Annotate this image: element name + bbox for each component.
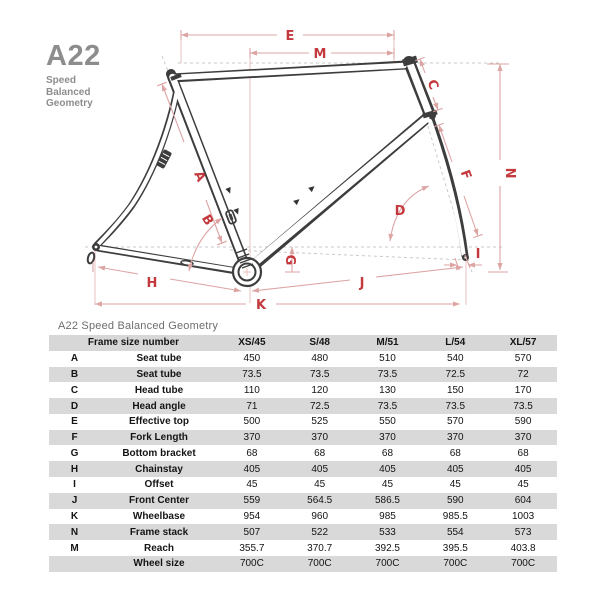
row-key: B (70, 368, 79, 380)
bike-frame-inner (99, 65, 464, 272)
row-name: Wheelbase (132, 510, 186, 522)
dim-label-b: B (198, 212, 217, 229)
down-tube-arrows (293, 184, 316, 205)
row-value: 45 (246, 479, 258, 491)
row-value: 110 (243, 384, 260, 396)
row-name: Fork Length (130, 432, 188, 444)
col-size-xl57: XL/57 (509, 337, 537, 349)
row-name: Head tube (134, 384, 184, 396)
row-value: 130 (379, 384, 396, 396)
seat-stay (97, 90, 177, 245)
row-value: 533 (379, 526, 396, 538)
row-value: 405 (311, 463, 329, 475)
row-value: 370 (243, 432, 261, 444)
row-name: Effective top (128, 416, 189, 428)
row-value: 522 (311, 526, 329, 538)
dim-label-f: F (456, 168, 474, 182)
row-value: 45 (314, 479, 326, 491)
row-key: H (70, 463, 79, 475)
row-value: 71 (246, 400, 258, 412)
row-value: 540 (446, 353, 464, 365)
table-row (49, 382, 557, 398)
row-key: F (71, 432, 78, 444)
row-value: 525 (311, 416, 329, 428)
row-value: 45 (517, 479, 529, 491)
row-value: 120 (311, 384, 329, 396)
dim-effective-top (181, 29, 394, 44)
geometry-table-body (49, 351, 557, 572)
table-row (49, 540, 557, 556)
dim-frame-stack (487, 64, 517, 272)
col-size-m51: M/51 (376, 337, 399, 349)
row-value: 570 (446, 416, 464, 428)
row-value: 370 (514, 432, 532, 444)
row-value: 68 (246, 447, 258, 459)
row-value: 507 (243, 526, 261, 538)
row-value: 480 (311, 353, 329, 365)
row-value: 960 (311, 510, 329, 522)
row-value: 405 (446, 463, 464, 475)
dim-label-j: J (359, 276, 365, 291)
row-value: 73.5 (377, 400, 398, 412)
row-value: 68 (381, 447, 394, 459)
row-value: 700C (307, 558, 332, 570)
table-title: A22 Speed Balanced Geometry (58, 320, 219, 332)
row-value: 700C (375, 558, 400, 570)
table-row (49, 556, 557, 572)
table-row (49, 524, 557, 540)
row-key: G (70, 447, 79, 459)
row-name: Bottom bracket (122, 447, 196, 459)
row-value: 355.7 (239, 542, 265, 554)
row-key: I (73, 479, 76, 491)
dim-label-e: E (285, 29, 295, 44)
row-value: 590 (514, 416, 532, 428)
tagline-line-1: Speed (46, 75, 77, 86)
row-value: 395.5 (442, 542, 468, 554)
row-value: 1003 (511, 510, 535, 522)
dim-label-a: A (190, 168, 209, 185)
col-frame-size-number: Frame size number (87, 337, 180, 349)
row-value: 554 (446, 526, 464, 538)
col-size-l54: L/54 (445, 337, 466, 349)
dim-head-angle (387, 184, 430, 242)
row-value: 370.7 (307, 542, 333, 554)
row-value: 954 (243, 510, 261, 522)
row-value: 392.5 (374, 542, 400, 554)
row-value: 370 (311, 432, 329, 444)
row-value: 45 (449, 479, 461, 491)
headset-top-cap (403, 59, 417, 63)
row-value: 403.8 (510, 542, 536, 554)
row-value: 72.5 (309, 400, 330, 412)
tagline-line-3: Geometry (46, 98, 93, 109)
row-value: 73.5 (445, 400, 466, 412)
dim-wheelbase (95, 298, 460, 313)
table-header-row (49, 335, 557, 351)
row-value: 590 (446, 495, 464, 507)
table-row (49, 509, 557, 525)
row-value: 550 (379, 416, 396, 428)
table-row (49, 430, 557, 446)
row-value: 405 (379, 463, 396, 475)
row-key: A (70, 353, 79, 365)
row-key: C (70, 384, 79, 396)
row-name: Chainstay (135, 463, 183, 475)
row-value: 510 (379, 353, 396, 365)
table-row (49, 493, 557, 509)
row-key: E (71, 416, 78, 428)
row-name: Seat tube (136, 368, 182, 380)
tagline-line-2: Balanced (46, 86, 91, 98)
row-value: 559 (243, 495, 261, 507)
row-value: 700C (443, 558, 468, 570)
row-value: 405 (514, 463, 532, 475)
table-row (49, 445, 557, 461)
row-value: 68 (517, 447, 529, 459)
row-value: 604 (514, 495, 532, 507)
row-name: Frame stack (129, 526, 189, 538)
dim-label-n: N (502, 167, 517, 179)
table-row (49, 477, 557, 493)
table-row (49, 367, 557, 383)
dim-label-m: M (313, 47, 327, 62)
row-value: 370 (446, 432, 464, 444)
row-key: J (71, 495, 78, 507)
table-row (49, 398, 557, 414)
dim-front-center (252, 264, 464, 293)
row-key: D (70, 400, 79, 412)
dim-label-h: H (146, 276, 158, 291)
dim-label-i: I (475, 247, 481, 262)
row-value: 564.5 (307, 495, 333, 507)
row-value: 72.5 (445, 368, 466, 380)
row-name: Reach (143, 542, 174, 554)
table-row (49, 414, 557, 430)
row-value: 985.5 (442, 510, 468, 522)
row-value: 170 (514, 384, 532, 396)
row-value: 73.5 (309, 368, 330, 380)
col-size-xs45: XS/45 (238, 337, 266, 349)
row-value: 570 (514, 353, 532, 365)
row-name: Head angle (132, 400, 186, 412)
row-value: 700C (239, 558, 264, 570)
row-value: 45 (381, 479, 394, 491)
model-name: A22 (46, 40, 101, 72)
dim-reach (250, 47, 394, 62)
row-value: 500 (243, 416, 261, 428)
row-name: Front Center (129, 495, 189, 507)
dim-label-g: G (282, 254, 297, 266)
row-key: M (70, 542, 79, 554)
table-row (49, 351, 557, 367)
row-name: Wheel size (133, 558, 185, 570)
row-value: 150 (446, 384, 464, 396)
row-value: 450 (243, 353, 261, 365)
derailleur-hanger (87, 252, 96, 264)
row-name: Seat tube (136, 353, 182, 365)
dim-label-k: K (255, 298, 267, 313)
row-value: 73.5 (513, 400, 533, 412)
dim-label-d: D (394, 204, 406, 219)
dim-bottom-bracket-drop (282, 247, 300, 272)
table-row (49, 461, 557, 477)
row-value: 73.5 (242, 368, 262, 380)
dim-label-c: C (423, 77, 441, 92)
row-key: N (70, 526, 79, 538)
row-value: 73.5 (377, 368, 398, 380)
row-value: 700C (511, 558, 536, 570)
row-key: K (70, 510, 79, 522)
row-value: 586.5 (374, 495, 400, 507)
col-size-s48: S/48 (309, 337, 330, 349)
row-value: 370 (379, 432, 396, 444)
row-value: 72 (517, 368, 529, 380)
row-value: 68 (314, 447, 326, 459)
row-value: 68 (449, 447, 461, 459)
row-name: Offset (144, 479, 174, 491)
geometry-table-section (49, 320, 557, 572)
geometry-table (49, 335, 557, 572)
row-key (49, 556, 100, 572)
row-value: 573 (514, 526, 532, 538)
row-value: 985 (379, 510, 396, 522)
row-value: 405 (243, 463, 261, 475)
